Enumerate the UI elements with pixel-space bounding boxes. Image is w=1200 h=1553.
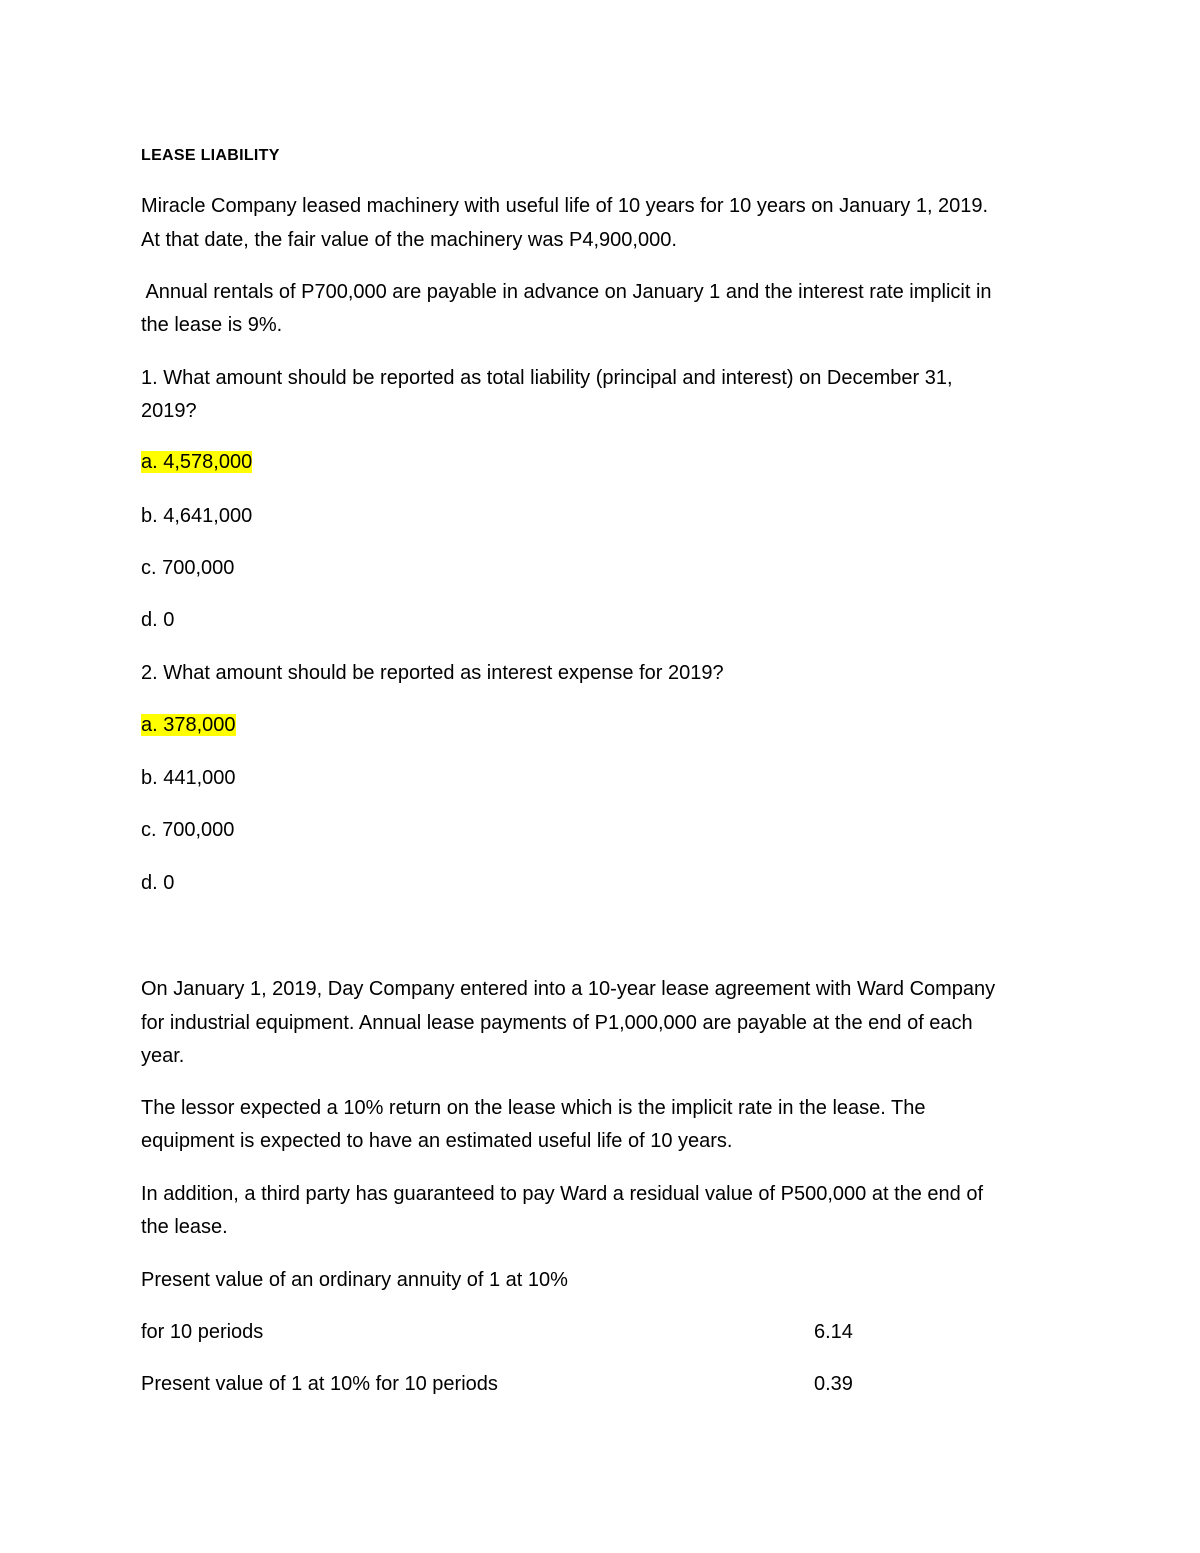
highlighted-answer: a. 4,578,000 <box>141 451 253 473</box>
question1-option-b: b. 4,641,000 <box>141 505 253 527</box>
question2-option-c: c. 700,000 <box>141 819 235 841</box>
pv-single-value: 0.39 <box>814 1373 853 1395</box>
problem2-paragraph2-line1: The lessor expected a 10% return on the lease which is the implicit rate in the lease. The <box>141 1097 926 1119</box>
page-title: LEASE LIABILITY <box>141 147 280 164</box>
highlighted-answer: a. 378,000 <box>141 714 236 736</box>
problem1-paragraph2-line1: Annual rentals of P700,000 are payable in advance on January 1 and the interest rate implicit in <box>141 281 992 303</box>
question1-option-a <box>141 446 252 479</box>
problem2-paragraph3-line2: the lease. <box>141 1216 228 1238</box>
question2-option-b: b. 441,000 <box>141 767 236 789</box>
pv-annuity-label-line2: for 10 periods <box>141 1321 264 1343</box>
question2-option-a <box>141 709 236 742</box>
problem1-paragraph1-line2: At that date, the fair value of the machinery was P4,900,000. <box>141 229 677 251</box>
question1-option-c: c. 700,000 <box>141 557 235 579</box>
pv-annuity-value: 6.14 <box>814 1321 853 1343</box>
problem2-paragraph1-line1: On January 1, 2019, Day Company entered into a 10-year lease agreement with Ward Company <box>141 978 996 1000</box>
problem2-paragraph3-line1: In addition, a third party has guaranteed to pay Ward a residual value of P500,000 at the end of <box>141 1183 984 1205</box>
problem2-paragraph1-line2: for industrial equipment. Annual lease payments of P1,000,000 are payable at the end of each <box>141 1012 973 1034</box>
pv-annuity-label-line1: Present value of an ordinary annuity of 1 at 10% <box>141 1269 568 1291</box>
problem2-paragraph2-line2: equipment is expected to have an estimated useful life of 10 years. <box>141 1130 733 1152</box>
question2-line1: 2. What amount should be reported as interest expense for 2019? <box>141 662 724 684</box>
question1-line1: 1. What amount should be reported as total liability (principal and interest) on December 31, <box>141 367 953 389</box>
question1-option-d: d. 0 <box>141 609 175 631</box>
question1-line2: 2019? <box>141 400 197 422</box>
problem1-paragraph2-line2: the lease is 9%. <box>141 314 283 336</box>
pv-single-label: Present value of 1 at 10% for 10 periods <box>141 1373 498 1395</box>
problem1-paragraph1-line1: Miracle Company leased machinery with useful life of 10 years for 10 years on January 1, 2019. <box>141 195 989 217</box>
problem2-paragraph1-line3: year. <box>141 1045 185 1067</box>
question2-option-d: d. 0 <box>141 872 175 894</box>
